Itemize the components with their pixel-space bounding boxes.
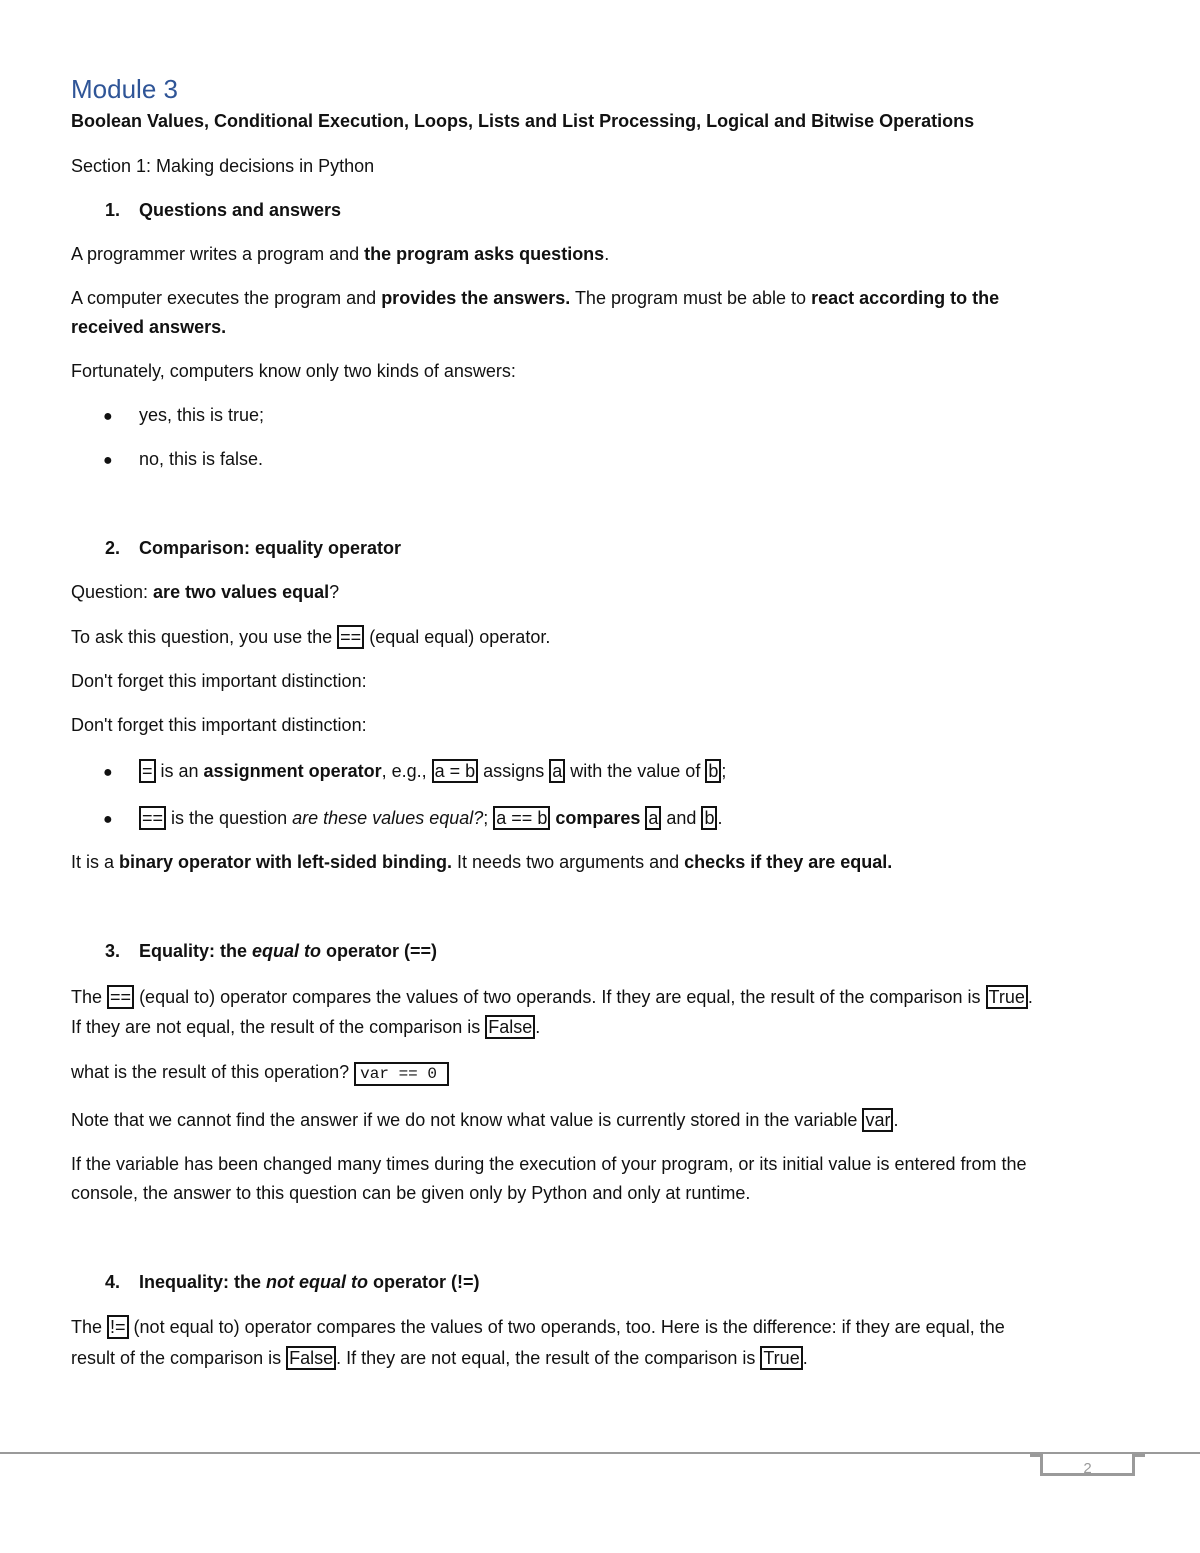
bold-text: the program asks questions	[364, 244, 605, 264]
text-run: If they are not equal, the result of the comparison is	[71, 1017, 486, 1037]
paragraph-continuation: received answers.	[71, 317, 227, 337]
text-run: Note that we cannot find the answer if we do not know what value is currently stored in the variable	[71, 1110, 863, 1130]
inline-code: True	[760, 1346, 802, 1370]
text-run: The	[71, 987, 108, 1007]
text-run: .	[535, 1017, 541, 1037]
bold-text: react according to the	[811, 288, 1000, 308]
text-run: A programmer writes a program and	[71, 244, 365, 264]
text-run: It is a	[71, 852, 120, 872]
paragraph-continuation	[71, 1015, 540, 1039]
bold-text: compares	[550, 808, 646, 828]
inline-code: !=	[107, 1315, 129, 1339]
paragraph	[71, 625, 550, 649]
subsection-2-heading	[71, 537, 401, 559]
text-run: , e.g.,	[381, 761, 432, 781]
paragraph	[71, 851, 892, 873]
text-run: (not equal to) operator compares the values of two operands, too. Here is the difference: if they are equal, the	[128, 1317, 1005, 1337]
text-run: .	[1027, 987, 1033, 1007]
paragraph-continuation	[71, 1346, 808, 1370]
text-run: .	[802, 1348, 808, 1368]
text-run: ?	[329, 582, 340, 602]
inline-code: False	[485, 1015, 535, 1039]
inline-code: b	[701, 806, 717, 830]
module-subtitle: Boolean Values, Conditional Execution, Loops, Lists and List Processing, Logical and Bitwise Operations	[71, 111, 975, 131]
paragraph: If the variable has been changed many times during the execution of your program, or its initial value is entered from the	[71, 1154, 1027, 1174]
subsection-title: operator (==)	[321, 941, 438, 961]
text-run: ;	[483, 808, 494, 828]
text-run: (equal to) operator compares the values of two operands. If they are equal, the result of the comparison is	[134, 987, 986, 1007]
text-run: assigns	[478, 761, 550, 781]
text-run: It needs two arguments and	[452, 852, 685, 872]
list-item	[71, 404, 264, 428]
inline-code: var	[862, 1108, 893, 1132]
bold-text: provides the answers.	[381, 288, 571, 308]
text-run: what is the result of this operation?	[71, 1062, 355, 1082]
text-run: The program must be able to	[570, 288, 812, 308]
footer-tick-left	[1030, 1454, 1040, 1457]
bullet-icon: ●	[103, 452, 113, 469]
subsection-title: Questions and answers	[139, 200, 342, 220]
subsection-number: 2.	[105, 538, 121, 558]
list-item	[71, 448, 263, 472]
list-item	[71, 759, 726, 784]
paragraph	[71, 287, 999, 309]
bold-text: are two values equal	[153, 582, 330, 602]
italic-text: are these values equal?	[292, 808, 484, 828]
paragraph	[71, 985, 1033, 1009]
text-run: To ask this question, you use the	[71, 627, 338, 647]
footer-tick-right	[1135, 1454, 1145, 1457]
paragraph: Don't forget this important distinction:	[71, 715, 367, 735]
paragraph	[71, 243, 609, 265]
subsection-title: Comparison: equality operator	[139, 538, 402, 558]
inline-code: True	[986, 985, 1028, 1009]
list-item	[71, 806, 722, 831]
text-run: A computer executes the program and	[71, 288, 382, 308]
bullet-icon: ●	[103, 811, 113, 828]
paragraph	[71, 1061, 449, 1086]
paragraph	[71, 581, 339, 603]
inline-code: ==	[107, 985, 134, 1009]
footer-divider	[0, 1452, 1200, 1454]
text-run: ;	[721, 761, 727, 781]
text-run: .	[717, 808, 723, 828]
subsection-title-italic: equal to	[252, 941, 322, 961]
subsection-number: 3.	[105, 941, 121, 961]
inline-code: a	[645, 806, 661, 830]
subsection-title-italic: not equal to	[266, 1272, 369, 1292]
inline-code: a	[549, 759, 565, 783]
paragraph-continuation: console, the answer to this question can be given only by Python and only at runtime.	[71, 1183, 751, 1203]
subsection-title: Equality: the	[139, 941, 253, 961]
text-run: The	[71, 1317, 108, 1337]
bold-text: binary operator with left-sided binding.	[119, 852, 453, 872]
page-number: 2	[1083, 1460, 1092, 1477]
inline-code: ==	[139, 806, 166, 830]
inline-code: a == b	[493, 806, 550, 830]
inline-code: ==	[337, 625, 364, 649]
text-run: is the question	[166, 808, 293, 828]
inline-code: False	[286, 1346, 336, 1370]
inline-code: b	[705, 759, 721, 783]
text-run: .	[893, 1110, 899, 1130]
bold-text: checks if they are equal.	[684, 852, 893, 872]
text-run: and	[661, 808, 702, 828]
code-snippet: var == 0	[354, 1062, 449, 1086]
inline-code: a = b	[432, 759, 479, 783]
text-run: . If they are not equal, the result of the comparison is	[336, 1348, 761, 1368]
text-run: with the value of	[565, 761, 706, 781]
subsection-title: operator (!=)	[368, 1272, 480, 1292]
section-heading: Section 1: Making decisions in Python	[71, 156, 375, 176]
subsection-number: 1.	[105, 200, 121, 220]
list-item-text: no, this is false.	[139, 449, 264, 469]
paragraph	[71, 1315, 1005, 1339]
list-item-text: yes, this is true;	[139, 405, 265, 425]
subsection-3-heading	[71, 940, 437, 962]
bullet-icon: ●	[103, 408, 113, 425]
module-title: Module 3	[71, 74, 178, 104]
paragraph	[71, 1108, 898, 1132]
text-run: is an	[155, 761, 204, 781]
subsection-1-heading	[71, 199, 341, 221]
paragraph: Don't forget this important distinction:	[71, 671, 367, 691]
subsection-title: Inequality: the	[139, 1272, 267, 1292]
inline-code: =	[139, 759, 156, 783]
text-run: .	[604, 244, 610, 264]
paragraph: Fortunately, computers know only two kinds of answers:	[71, 361, 516, 381]
subsection-4-heading	[71, 1271, 480, 1293]
bold-text: assignment operator	[203, 761, 382, 781]
subsection-number: 4.	[105, 1272, 121, 1292]
text-run: (equal equal) operator.	[364, 627, 551, 647]
bullet-icon: ●	[103, 764, 113, 781]
text-run: Question:	[71, 582, 154, 602]
text-run: result of the comparison is	[71, 1348, 287, 1368]
